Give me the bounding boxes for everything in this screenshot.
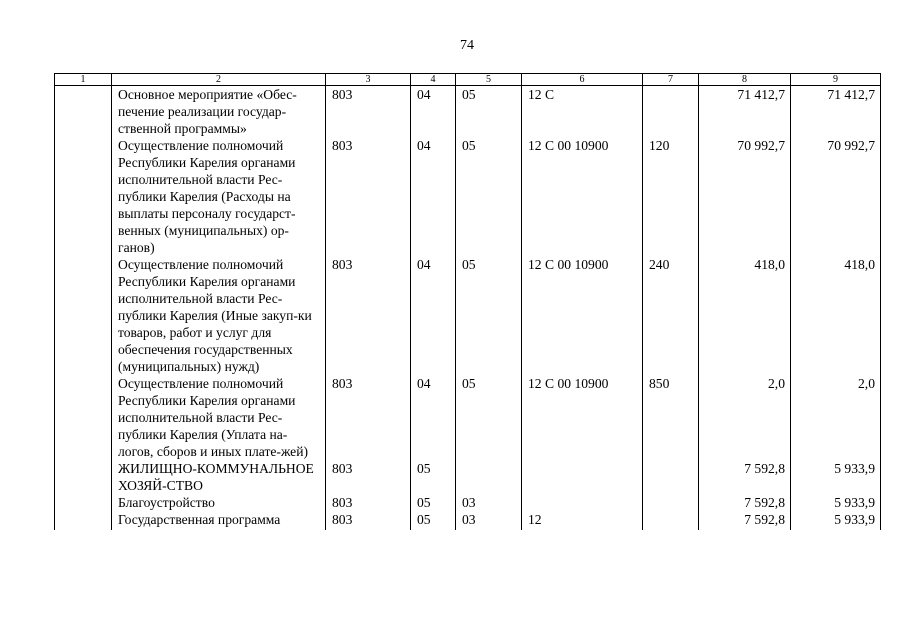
cell-section: 05	[411, 511, 456, 530]
cell-col1	[55, 137, 112, 256]
cell-amount-8: 2,0	[699, 375, 791, 460]
column-header-4: 4	[411, 74, 456, 86]
cell-section: 04	[411, 256, 456, 375]
cell-target-article	[522, 494, 643, 511]
column-header-5: 5	[456, 74, 522, 86]
cell-amount-8: 71 412,7	[699, 86, 791, 138]
cell-amount-8: 7 592,8	[699, 494, 791, 511]
cell-expense-type: 120	[643, 137, 699, 256]
column-header-3: 3	[326, 74, 411, 86]
cell-target-article: 12	[522, 511, 643, 530]
cell-name: Основное мероприятие «Обес-печение реализации государ-ственной программы»	[112, 86, 326, 138]
table-row	[55, 256, 881, 375]
cell-name: Государственная программа	[112, 511, 326, 530]
cell-ministry: 803	[326, 494, 411, 511]
cell-col1	[55, 86, 112, 138]
cell-subsection: 05	[456, 86, 522, 138]
cell-ministry: 803	[326, 375, 411, 460]
cell-expense-type	[643, 460, 699, 494]
cell-target-article: 12 С 00 10900	[522, 137, 643, 256]
cell-amount-8: 418,0	[699, 256, 791, 375]
cell-section: 04	[411, 137, 456, 256]
column-header-9: 9	[791, 74, 881, 86]
cell-target-article: 12 С	[522, 86, 643, 138]
cell-target-article	[522, 460, 643, 494]
cell-amount-9: 2,0	[791, 375, 881, 460]
cell-ministry: 803	[326, 86, 411, 138]
cell-name: Осуществление полномочий Республики Карелия органами исполнительной власти Рес-публики Карелия (Уплата на-логов, сборов и иных плате-жей)	[112, 375, 326, 460]
cell-amount-8: 7 592,8	[699, 511, 791, 530]
cell-subsection: 03	[456, 494, 522, 511]
cell-amount-9: 5 933,9	[791, 460, 881, 494]
cell-amount-9: 418,0	[791, 256, 881, 375]
cell-subsection: 05	[456, 256, 522, 375]
cell-name: ЖИЛИЩНО-КОММУНАЛЬНОЕ ХОЗЯЙ-СТВО	[112, 460, 326, 494]
column-header-2: 2	[112, 74, 326, 86]
cell-ministry: 803	[326, 460, 411, 494]
column-header-8: 8	[699, 74, 791, 86]
cell-col1	[55, 256, 112, 375]
cell-expense-type	[643, 86, 699, 138]
cell-section: 05	[411, 460, 456, 494]
cell-section: 05	[411, 494, 456, 511]
cell-subsection: 05	[456, 137, 522, 256]
cell-name: Благоустройство	[112, 494, 326, 511]
cell-ministry: 803	[326, 256, 411, 375]
cell-amount-9: 5 933,9	[791, 494, 881, 511]
cell-subsection: 03	[456, 511, 522, 530]
table-row	[55, 375, 881, 460]
cell-section: 04	[411, 375, 456, 460]
cell-expense-type: 850	[643, 375, 699, 460]
cell-subsection	[456, 460, 522, 494]
column-header-7: 7	[643, 74, 699, 86]
cell-expense-type	[643, 494, 699, 511]
cell-amount-9: 5 933,9	[791, 511, 881, 530]
cell-target-article: 12 С 00 10900	[522, 256, 643, 375]
cell-name: Осуществление полномочий Республики Карелия органами исполнительной власти Рес-публики Карелия (Расходы на выплаты персоналу государст-венных (муниципальных) ор-ганов)	[112, 137, 326, 256]
column-header-1: 1	[55, 74, 112, 86]
table-row	[55, 511, 881, 530]
cell-name: Осуществление полномочий Республики Карелия органами исполнительной власти Рес-публики Карелия (Иные закуп-ки товаров, работ и услуг для обеспечения государственных (муниципальных) нужд)	[112, 256, 326, 375]
cell-ministry: 803	[326, 137, 411, 256]
cell-section: 04	[411, 86, 456, 138]
cell-amount-9: 71 412,7	[791, 86, 881, 138]
table-header	[55, 74, 881, 86]
cell-amount-8: 7 592,8	[699, 460, 791, 494]
column-number-row	[55, 74, 881, 86]
budget-table	[54, 73, 881, 530]
cell-col1	[55, 375, 112, 460]
table-row	[55, 137, 881, 256]
table-row	[55, 494, 881, 511]
page-number: 74	[460, 38, 474, 53]
table-row	[55, 460, 881, 494]
cell-col1	[55, 460, 112, 494]
cell-ministry: 803	[326, 511, 411, 530]
cell-expense-type	[643, 511, 699, 530]
cell-amount-9: 70 992,7	[791, 137, 881, 256]
cell-col1	[55, 494, 112, 511]
column-header-6: 6	[522, 74, 643, 86]
cell-expense-type: 240	[643, 256, 699, 375]
cell-col1	[55, 511, 112, 530]
cell-subsection: 05	[456, 375, 522, 460]
cell-amount-8: 70 992,7	[699, 137, 791, 256]
cell-target-article: 12 С 00 10900	[522, 375, 643, 460]
table-body	[55, 86, 881, 531]
table-row	[55, 86, 881, 138]
